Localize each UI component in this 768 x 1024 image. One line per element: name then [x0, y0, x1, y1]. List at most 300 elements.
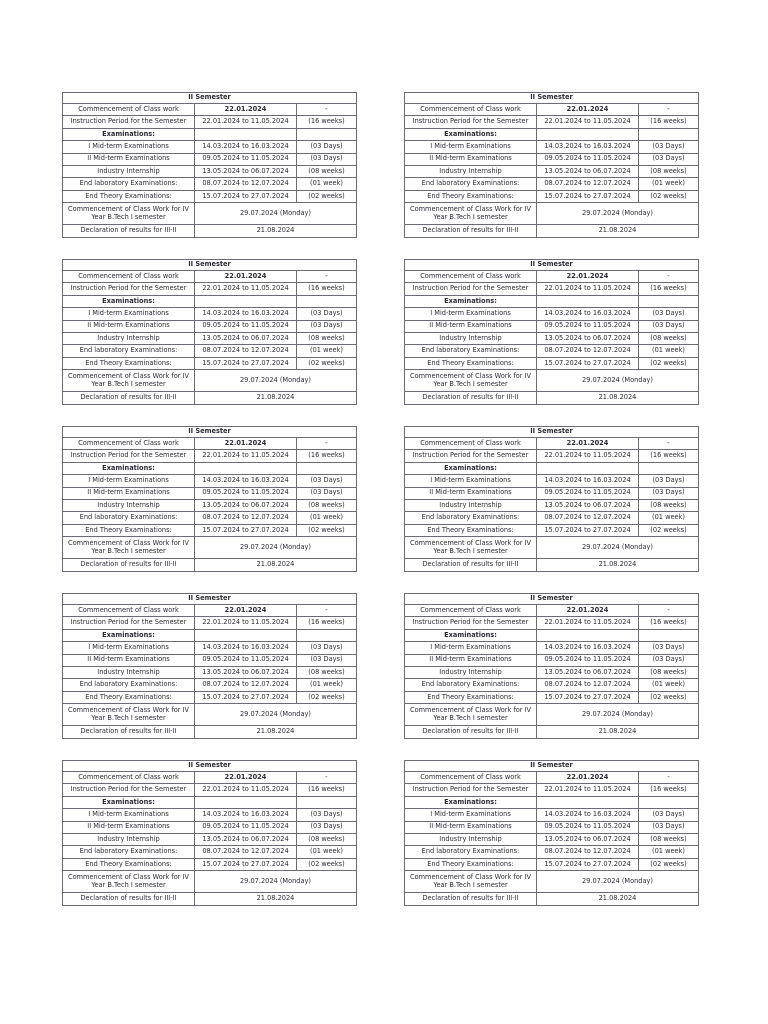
- internship-duration: (08 weeks): [297, 666, 357, 678]
- theory-exam-duration: (02 weeks): [639, 190, 699, 202]
- instruction-duration: (16 weeks): [639, 784, 699, 796]
- instruction-duration: (16 weeks): [297, 283, 357, 295]
- commencement-label: Commencement of Class work: [63, 605, 195, 617]
- next-semester-row: [63, 704, 357, 726]
- next-semester-row: [63, 203, 357, 225]
- lab-exam-dates: 08.07.2024 to 12.07.2024: [195, 512, 297, 524]
- mid1-duration: (03 Days): [639, 308, 699, 320]
- examinations-empty-cell: [195, 295, 297, 307]
- theory-exam-label: End Theory Examinations:: [405, 524, 537, 536]
- results-row: [63, 225, 357, 237]
- examinations-row: [63, 629, 357, 641]
- theory-exam-row: [405, 858, 699, 870]
- next-semester-row: [63, 871, 357, 893]
- next-semester-label: Commencement of Class Work for IV Year B.Tech I semester: [63, 370, 195, 392]
- examinations-empty-cell: [537, 796, 639, 808]
- results-date: 21.08.2024: [537, 893, 699, 905]
- instruction-label: Instruction Period for the Semester: [63, 784, 195, 796]
- mid1-row: [63, 475, 357, 487]
- commencement-label: Commencement of Class work: [405, 271, 537, 283]
- theory-exam-dates: 15.07.2024 to 27.07.2024: [537, 858, 639, 870]
- internship-row: [405, 666, 699, 678]
- semester-header-row: [405, 761, 699, 772]
- commencement-label: Commencement of Class work: [405, 772, 537, 784]
- mid2-duration: (03 Days): [297, 821, 357, 833]
- examinations-empty-cell: [639, 295, 699, 307]
- results-row: [405, 559, 699, 571]
- commencement-label: Commencement of Class work: [405, 605, 537, 617]
- academic-calendar-table: [404, 92, 699, 238]
- theory-exam-dates: 15.07.2024 to 27.07.2024: [537, 524, 639, 536]
- academic-calendar-table: [62, 259, 357, 405]
- semester-title: II Semester: [405, 761, 699, 772]
- mid1-duration: (03 Days): [639, 475, 699, 487]
- lab-exam-label: End laboratory Examinations:: [405, 679, 537, 691]
- mid2-row: [405, 487, 699, 499]
- lab-exam-label: End laboratory Examinations:: [405, 178, 537, 190]
- internship-dates: 13.05.2024 to 06.07.2024: [537, 666, 639, 678]
- mid2-row: [405, 821, 699, 833]
- semester-title: II Semester: [63, 594, 357, 605]
- mid1-dates: 14.03.2024 to 16.03.2024: [537, 809, 639, 821]
- commencement-date: 22.01.2024: [537, 438, 639, 450]
- next-semester-label: Commencement of Class Work for IV Year B.Tech I semester: [405, 871, 537, 893]
- theory-exam-duration: (02 weeks): [297, 858, 357, 870]
- instruction-dates: 22.01.2024 to 11.05.2024: [195, 784, 297, 796]
- internship-dates: 13.05.2024 to 06.07.2024: [537, 165, 639, 177]
- mid2-dates: 09.05.2024 to 11.05.2024: [537, 320, 639, 332]
- internship-row: [63, 165, 357, 177]
- commencement-row: [405, 438, 699, 450]
- internship-label: Industry Internship: [405, 165, 537, 177]
- results-label: Declaration of results for III-II: [63, 893, 195, 905]
- theory-exam-label: End Theory Examinations:: [405, 691, 537, 703]
- commencement-duration: -: [297, 772, 357, 784]
- examinations-empty-cell: [639, 796, 699, 808]
- commencement-date: 22.01.2024: [195, 104, 297, 116]
- theory-exam-dates: 15.07.2024 to 27.07.2024: [195, 858, 297, 870]
- mid1-label: I Mid-term Examinations: [63, 642, 195, 654]
- mid2-duration: (03 Days): [639, 821, 699, 833]
- mid1-dates: 14.03.2024 to 16.03.2024: [537, 141, 639, 153]
- instruction-duration: (16 weeks): [639, 283, 699, 295]
- lab-exam-row: [405, 512, 699, 524]
- mid2-label: II Mid-term Examinations: [405, 487, 537, 499]
- internship-duration: (08 weeks): [639, 165, 699, 177]
- semester-header-row: [63, 594, 357, 605]
- semester-title: II Semester: [405, 427, 699, 438]
- instruction-duration: (16 weeks): [639, 617, 699, 629]
- mid1-dates: 14.03.2024 to 16.03.2024: [195, 141, 297, 153]
- internship-label: Industry Internship: [63, 666, 195, 678]
- mid2-label: II Mid-term Examinations: [63, 654, 195, 666]
- mid1-row: [405, 809, 699, 821]
- lab-exam-duration: (01 week): [297, 512, 357, 524]
- commencement-label: Commencement of Class work: [63, 271, 195, 283]
- examinations-empty-cell: [639, 128, 699, 140]
- results-row: [63, 392, 357, 404]
- theory-exam-row: [405, 691, 699, 703]
- mid1-label: I Mid-term Examinations: [405, 475, 537, 487]
- lab-exam-duration: (01 week): [297, 345, 357, 357]
- mid2-label: II Mid-term Examinations: [405, 320, 537, 332]
- theory-exam-label: End Theory Examinations:: [405, 190, 537, 202]
- mid1-duration: (03 Days): [297, 141, 357, 153]
- mid1-label: I Mid-term Examinations: [63, 308, 195, 320]
- results-label: Declaration of results for III-II: [405, 559, 537, 571]
- mid1-duration: (03 Days): [297, 308, 357, 320]
- examinations-empty-cell: [195, 796, 297, 808]
- examinations-empty-cell: [639, 462, 699, 474]
- next-semester-date: 29.07.2024 (Monday): [195, 370, 357, 392]
- results-label: Declaration of results for III-II: [63, 726, 195, 738]
- instruction-row: [63, 617, 357, 629]
- lab-exam-duration: (01 week): [297, 846, 357, 858]
- mid2-dates: 09.05.2024 to 11.05.2024: [195, 487, 297, 499]
- instruction-dates: 22.01.2024 to 11.05.2024: [537, 283, 639, 295]
- next-semester-label: Commencement of Class Work for IV Year B.Tech I semester: [63, 871, 195, 893]
- internship-duration: (08 weeks): [639, 833, 699, 845]
- instruction-row: [63, 283, 357, 295]
- examinations-label: Examinations:: [63, 128, 195, 140]
- examinations-label: Examinations:: [63, 295, 195, 307]
- internship-label: Industry Internship: [63, 499, 195, 511]
- examinations-label: Examinations:: [63, 462, 195, 474]
- commencement-row: [405, 271, 699, 283]
- theory-exam-duration: (02 weeks): [639, 691, 699, 703]
- lab-exam-dates: 08.07.2024 to 12.07.2024: [195, 846, 297, 858]
- mid1-dates: 14.03.2024 to 16.03.2024: [537, 475, 639, 487]
- instruction-duration: (16 weeks): [639, 450, 699, 462]
- theory-exam-row: [63, 357, 357, 369]
- commencement-label: Commencement of Class work: [63, 772, 195, 784]
- instruction-dates: 22.01.2024 to 11.05.2024: [537, 116, 639, 128]
- internship-dates: 13.05.2024 to 06.07.2024: [537, 332, 639, 344]
- results-label: Declaration of results for III-II: [405, 225, 537, 237]
- theory-exam-duration: (02 weeks): [297, 524, 357, 536]
- lab-exam-duration: (01 week): [639, 512, 699, 524]
- lab-exam-row: [63, 679, 357, 691]
- commencement-label: Commencement of Class work: [63, 438, 195, 450]
- mid1-dates: 14.03.2024 to 16.03.2024: [195, 809, 297, 821]
- academic-calendar-table: [62, 426, 357, 572]
- mid1-dates: 14.03.2024 to 16.03.2024: [537, 308, 639, 320]
- commencement-row: [405, 605, 699, 617]
- semester-header-row: [63, 427, 357, 438]
- mid2-label: II Mid-term Examinations: [63, 153, 195, 165]
- commencement-date: 22.01.2024: [537, 104, 639, 116]
- lab-exam-dates: 08.07.2024 to 12.07.2024: [195, 679, 297, 691]
- mid1-label: I Mid-term Examinations: [405, 642, 537, 654]
- internship-dates: 13.05.2024 to 06.07.2024: [195, 165, 297, 177]
- mid1-row: [405, 141, 699, 153]
- mid1-row: [63, 308, 357, 320]
- theory-exam-duration: (02 weeks): [297, 190, 357, 202]
- results-date: 21.08.2024: [195, 392, 357, 404]
- theory-exam-dates: 15.07.2024 to 27.07.2024: [537, 357, 639, 369]
- lab-exam-duration: (01 week): [639, 178, 699, 190]
- internship-label: Industry Internship: [405, 666, 537, 678]
- examinations-label: Examinations:: [405, 295, 537, 307]
- mid2-row: [63, 821, 357, 833]
- instruction-row: [63, 450, 357, 462]
- examinations-empty-cell: [297, 128, 357, 140]
- internship-dates: 13.05.2024 to 06.07.2024: [195, 666, 297, 678]
- mid1-dates: 14.03.2024 to 16.03.2024: [537, 642, 639, 654]
- mid2-dates: 09.05.2024 to 11.05.2024: [195, 821, 297, 833]
- theory-exam-dates: 15.07.2024 to 27.07.2024: [537, 190, 639, 202]
- instruction-duration: (16 weeks): [297, 450, 357, 462]
- internship-row: [405, 332, 699, 344]
- instruction-label: Instruction Period for the Semester: [405, 784, 537, 796]
- mid2-duration: (03 Days): [639, 654, 699, 666]
- internship-duration: (08 weeks): [639, 499, 699, 511]
- examinations-empty-cell: [639, 629, 699, 641]
- mid2-label: II Mid-term Examinations: [63, 320, 195, 332]
- results-date: 21.08.2024: [195, 225, 357, 237]
- results-date: 21.08.2024: [195, 726, 357, 738]
- results-label: Declaration of results for III-II: [405, 893, 537, 905]
- results-label: Declaration of results for III-II: [405, 726, 537, 738]
- commencement-date: 22.01.2024: [195, 438, 297, 450]
- next-semester-date: 29.07.2024 (Monday): [537, 537, 699, 559]
- commencement-date: 22.01.2024: [537, 605, 639, 617]
- mid2-duration: (03 Days): [297, 320, 357, 332]
- instruction-row: [63, 784, 357, 796]
- next-semester-date: 29.07.2024 (Monday): [537, 370, 699, 392]
- lab-exam-duration: (01 week): [639, 345, 699, 357]
- instruction-row: [63, 116, 357, 128]
- mid1-duration: (03 Days): [297, 642, 357, 654]
- internship-dates: 13.05.2024 to 06.07.2024: [537, 499, 639, 511]
- lab-exam-label: End laboratory Examinations:: [63, 846, 195, 858]
- internship-duration: (08 weeks): [639, 666, 699, 678]
- lab-exam-dates: 08.07.2024 to 12.07.2024: [537, 846, 639, 858]
- examinations-row: [63, 462, 357, 474]
- commencement-row: [63, 271, 357, 283]
- examinations-row: [405, 462, 699, 474]
- theory-exam-label: End Theory Examinations:: [63, 524, 195, 536]
- mid1-dates: 14.03.2024 to 16.03.2024: [195, 475, 297, 487]
- next-semester-label: Commencement of Class Work for IV Year B.Tech I semester: [63, 704, 195, 726]
- academic-calendar-table: [62, 92, 357, 238]
- next-semester-label: Commencement of Class Work for IV Year B.Tech I semester: [405, 370, 537, 392]
- commencement-date: 22.01.2024: [537, 772, 639, 784]
- examinations-empty-cell: [297, 796, 357, 808]
- mid1-dates: 14.03.2024 to 16.03.2024: [195, 642, 297, 654]
- next-semester-row: [405, 871, 699, 893]
- examinations-empty-cell: [195, 462, 297, 474]
- instruction-dates: 22.01.2024 to 11.05.2024: [537, 784, 639, 796]
- theory-exam-row: [63, 858, 357, 870]
- internship-label: Industry Internship: [63, 165, 195, 177]
- semester-header-row: [63, 761, 357, 772]
- examinations-row: [405, 629, 699, 641]
- mid1-duration: (03 Days): [639, 809, 699, 821]
- lab-exam-dates: 08.07.2024 to 12.07.2024: [195, 345, 297, 357]
- internship-dates: 13.05.2024 to 06.07.2024: [195, 332, 297, 344]
- next-semester-label: Commencement of Class Work for IV Year B.Tech I semester: [63, 203, 195, 225]
- examinations-empty-cell: [297, 295, 357, 307]
- instruction-dates: 22.01.2024 to 11.05.2024: [195, 450, 297, 462]
- commencement-row: [63, 104, 357, 116]
- instruction-label: Instruction Period for the Semester: [405, 116, 537, 128]
- lab-exam-dates: 08.07.2024 to 12.07.2024: [537, 679, 639, 691]
- instruction-label: Instruction Period for the Semester: [63, 450, 195, 462]
- semester-title: II Semester: [63, 427, 357, 438]
- theory-exam-row: [63, 190, 357, 202]
- internship-duration: (08 weeks): [639, 332, 699, 344]
- commencement-date: 22.01.2024: [537, 271, 639, 283]
- next-semester-date: 29.07.2024 (Monday): [537, 871, 699, 893]
- commencement-duration: -: [639, 772, 699, 784]
- instruction-dates: 22.01.2024 to 11.05.2024: [537, 450, 639, 462]
- instruction-row: [405, 617, 699, 629]
- internship-dates: 13.05.2024 to 06.07.2024: [537, 833, 639, 845]
- mid2-row: [405, 654, 699, 666]
- theory-exam-label: End Theory Examinations:: [63, 858, 195, 870]
- lab-exam-duration: (01 week): [297, 178, 357, 190]
- next-semester-row: [405, 704, 699, 726]
- results-row: [63, 559, 357, 571]
- semester-title: II Semester: [63, 93, 357, 104]
- examinations-row: [63, 295, 357, 307]
- examinations-empty-cell: [537, 629, 639, 641]
- mid2-dates: 09.05.2024 to 11.05.2024: [537, 821, 639, 833]
- academic-calendar-table: [404, 259, 699, 405]
- theory-exam-dates: 15.07.2024 to 27.07.2024: [195, 357, 297, 369]
- commencement-date: 22.01.2024: [195, 772, 297, 784]
- examinations-label: Examinations:: [63, 796, 195, 808]
- mid2-row: [405, 153, 699, 165]
- mid1-label: I Mid-term Examinations: [63, 141, 195, 153]
- theory-exam-row: [405, 190, 699, 202]
- semester-title: II Semester: [405, 594, 699, 605]
- results-row: [63, 893, 357, 905]
- mid2-duration: (03 Days): [639, 153, 699, 165]
- semester-header-row: [63, 260, 357, 271]
- internship-row: [405, 499, 699, 511]
- mid1-label: I Mid-term Examinations: [63, 809, 195, 821]
- internship-duration: (08 weeks): [297, 165, 357, 177]
- internship-duration: (08 weeks): [297, 332, 357, 344]
- next-semester-date: 29.07.2024 (Monday): [195, 203, 357, 225]
- next-semester-label: Commencement of Class Work for IV Year B.Tech I semester: [405, 203, 537, 225]
- theory-exam-duration: (02 weeks): [639, 357, 699, 369]
- mid1-duration: (03 Days): [639, 642, 699, 654]
- internship-label: Industry Internship: [405, 833, 537, 845]
- instruction-dates: 22.01.2024 to 11.05.2024: [195, 283, 297, 295]
- instruction-label: Instruction Period for the Semester: [405, 617, 537, 629]
- instruction-duration: (16 weeks): [297, 116, 357, 128]
- lab-exam-row: [405, 846, 699, 858]
- commencement-label: Commencement of Class work: [63, 104, 195, 116]
- commencement-duration: -: [297, 605, 357, 617]
- instruction-row: [405, 283, 699, 295]
- theory-exam-dates: 15.07.2024 to 27.07.2024: [537, 691, 639, 703]
- internship-dates: 13.05.2024 to 06.07.2024: [195, 833, 297, 845]
- lab-exam-label: End laboratory Examinations:: [405, 512, 537, 524]
- results-row: [63, 726, 357, 738]
- internship-label: Industry Internship: [405, 332, 537, 344]
- mid2-dates: 09.05.2024 to 11.05.2024: [537, 153, 639, 165]
- examinations-label: Examinations:: [405, 629, 537, 641]
- commencement-duration: -: [297, 104, 357, 116]
- semester-header-row: [405, 93, 699, 104]
- mid1-row: [63, 141, 357, 153]
- results-row: [405, 726, 699, 738]
- theory-exam-row: [63, 691, 357, 703]
- commencement-row: [63, 772, 357, 784]
- examinations-empty-cell: [297, 462, 357, 474]
- instruction-label: Instruction Period for the Semester: [405, 283, 537, 295]
- theory-exam-dates: 15.07.2024 to 27.07.2024: [195, 691, 297, 703]
- results-label: Declaration of results for III-II: [405, 392, 537, 404]
- lab-exam-label: End laboratory Examinations:: [63, 512, 195, 524]
- semester-title: II Semester: [405, 93, 699, 104]
- examinations-row: [63, 796, 357, 808]
- examinations-row: [405, 796, 699, 808]
- mid2-duration: (03 Days): [639, 320, 699, 332]
- lab-exam-duration: (01 week): [639, 846, 699, 858]
- lab-exam-dates: 08.07.2024 to 12.07.2024: [195, 178, 297, 190]
- instruction-label: Instruction Period for the Semester: [63, 283, 195, 295]
- internship-row: [63, 499, 357, 511]
- mid1-label: I Mid-term Examinations: [405, 308, 537, 320]
- lab-exam-dates: 08.07.2024 to 12.07.2024: [537, 512, 639, 524]
- academic-calendar-table: [404, 760, 699, 906]
- mid2-dates: 09.05.2024 to 11.05.2024: [195, 654, 297, 666]
- mid1-label: I Mid-term Examinations: [405, 141, 537, 153]
- internship-row: [63, 666, 357, 678]
- mid1-label: I Mid-term Examinations: [405, 809, 537, 821]
- instruction-label: Instruction Period for the Semester: [405, 450, 537, 462]
- examinations-label: Examinations:: [405, 462, 537, 474]
- examinations-label: Examinations:: [63, 629, 195, 641]
- internship-duration: (08 weeks): [297, 833, 357, 845]
- theory-exam-label: End Theory Examinations:: [405, 357, 537, 369]
- mid2-dates: 09.05.2024 to 11.05.2024: [195, 153, 297, 165]
- commencement-row: [405, 772, 699, 784]
- lab-exam-dates: 08.07.2024 to 12.07.2024: [537, 345, 639, 357]
- examinations-empty-cell: [195, 128, 297, 140]
- mid2-row: [63, 320, 357, 332]
- lab-exam-row: [405, 345, 699, 357]
- internship-row: [63, 332, 357, 344]
- semester-header-row: [63, 93, 357, 104]
- internship-label: Industry Internship: [405, 499, 537, 511]
- examinations-row: [405, 128, 699, 140]
- lab-exam-label: End laboratory Examinations:: [405, 846, 537, 858]
- mid1-row: [63, 642, 357, 654]
- results-row: [405, 893, 699, 905]
- next-semester-row: [63, 370, 357, 392]
- instruction-row: [405, 116, 699, 128]
- internship-label: Industry Internship: [63, 332, 195, 344]
- mid2-dates: 09.05.2024 to 11.05.2024: [537, 654, 639, 666]
- mid2-duration: (03 Days): [639, 487, 699, 499]
- lab-exam-row: [405, 178, 699, 190]
- mid2-row: [63, 654, 357, 666]
- lab-exam-label: End laboratory Examinations:: [405, 345, 537, 357]
- next-semester-date: 29.07.2024 (Monday): [195, 537, 357, 559]
- lab-exam-label: End laboratory Examinations:: [63, 345, 195, 357]
- lab-exam-duration: (01 week): [639, 679, 699, 691]
- next-semester-date: 29.07.2024 (Monday): [195, 871, 357, 893]
- next-semester-label: Commencement of Class Work for IV Year B.Tech I semester: [405, 704, 537, 726]
- academic-calendar-table: [62, 760, 357, 906]
- next-semester-row: [63, 537, 357, 559]
